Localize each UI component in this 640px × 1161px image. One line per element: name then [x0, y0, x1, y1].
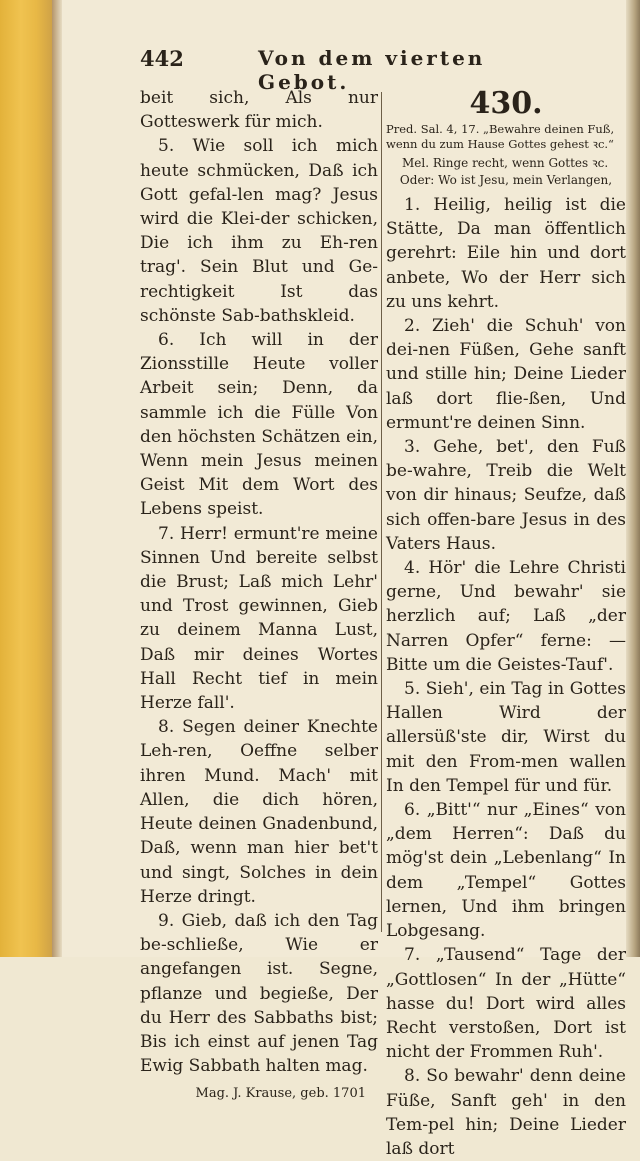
verse-5: 5. Wie soll ich mich heute schmücken, Daß ich Gott gefal-len mag? Jesus wird die Klei-der schicken, Die ich ihm zu Eh-ren trag'. Sein Blut und Ge-rechtigkeit Ist das schönste Sab-bathskleid. — [140, 136, 378, 326]
hymn-verses — [386, 193, 626, 1161]
hymn-verse-2: 2. Zieh' die Schuh' von dei-nen Füßen, Gehe sanft und stille hin; Deine Lieder laß dort flie-ßen, Und ermunt're deinen Sinn. — [386, 316, 626, 433]
hymn-verse-3: 3. Gehe, bet', den Fuß be-wahre, Treib die Welt von dir hinaus; Seufze, daß sich offen-bare Jesus in des Vaters Haus. — [386, 437, 626, 554]
hymn-number: 430. — [469, 86, 543, 121]
right-column — [386, 86, 626, 1161]
binding-shadow — [52, 0, 62, 957]
hymn-verse-8: 8. So bewahr' denn deine Füße, Sanft geh' in den Tem-pel hin; Deine Lieder laß dort — [386, 1066, 626, 1159]
verse-6: 6. Ich will in der Zionsstille Heute voller Arbeit sein; Denn, da sammle ich die Fülle Von den höchsten Schätzen ein, Wenn mein Jesus meinen Geist Mit dem Wort des Lebens speist. — [140, 330, 378, 520]
verse-8: 8. Segen deiner Knechte Leh-ren, Oeffne selber ihren Mund. Mach' mit Allen, die dich hören, Heute deinen Gnadenbund, Daß, wenn man hier bet't und singt, Solches in dein Herze dringt. — [140, 717, 378, 907]
hymn-author: Mag. J. Krause, geb. 1701 — [195, 1086, 366, 1102]
hymn-verse-7: 7. „Tausend“ Tage der „Gottlosen“ In der „Hütte“ hasse du! Dort wird alles Recht verstoßen, Dort ist nicht der Frommen Ruh'. — [386, 945, 626, 1063]
melody-line — [386, 155, 626, 172]
hymn-verse-5: 5. Sieh', ein Tag in Gottes Hallen Wird der allersüß'ste dir, Wirst du mit den From-men wallen In den Tempel für und für. — [386, 679, 626, 796]
verse-7: 7. Herr! ermunt're meine Sinnen Und bereite selbst die Brust; Laß mich Lehr' und Trost gewinnen, Gieb zu deinem Manna Lust, Daß mir deines Wortes Hall Recht tief in mein Herze fall'. — [140, 523, 378, 714]
page-header — [140, 46, 540, 94]
melody-label: Mel. — [402, 156, 430, 170]
left-column — [140, 86, 378, 1107]
melody-alternative: Oder: Wo ist Jesu, mein Verlangen, — [399, 173, 613, 187]
column-divider — [381, 92, 382, 932]
melody-name: Ringe recht, wenn Gottes ꝛc. — [432, 156, 609, 170]
hymn-verse-1: 1. Heilig, heilig ist die Stätte, Da man öffentlich gerehrt: Eile hin und dort anbete, Wo der Herr sich zu uns kehrt. — [386, 195, 626, 312]
book-binding — [0, 0, 52, 957]
running-title: Von dem vierten Gebot. — [258, 46, 486, 94]
hymn-verse-4: 4. Hör' die Lehre Christi gerne, Und bewahr' sie herzlich auf; Laß „der Narren Opfer“ ferne: — Bitte um die Geistes-Tauf'. — [386, 558, 626, 675]
hymn-verse-6: 6. „Bitt'“ nur „Eines“ von „dem Herren“: Daß du mög'st dein „Lebenlang“ In dem „Tempel“ Gottes lernen, Und ihm bringen Lobgesang. — [386, 800, 626, 942]
verse-continuation: beit sich, Als nur Gotteswerk für mich. — [140, 88, 378, 133]
verse-9: 9. Gieb, daß ich den Tag be-schließe, Wie er angefangen ist. Segne, pflanze und begieße, Der du Herr des Sabbaths bist; Bis ich einst auf jenen Tag Ewig Sabbath halten mag. — [140, 910, 378, 1077]
scripture-reference: Pred. Sal. 4, 17. „Bewahre deinen Fuß, wenn du zum Hause Gottes gehest ꝛc.“ — [386, 122, 615, 151]
page-number: 442 — [140, 46, 184, 71]
page-edge — [626, 0, 640, 957]
